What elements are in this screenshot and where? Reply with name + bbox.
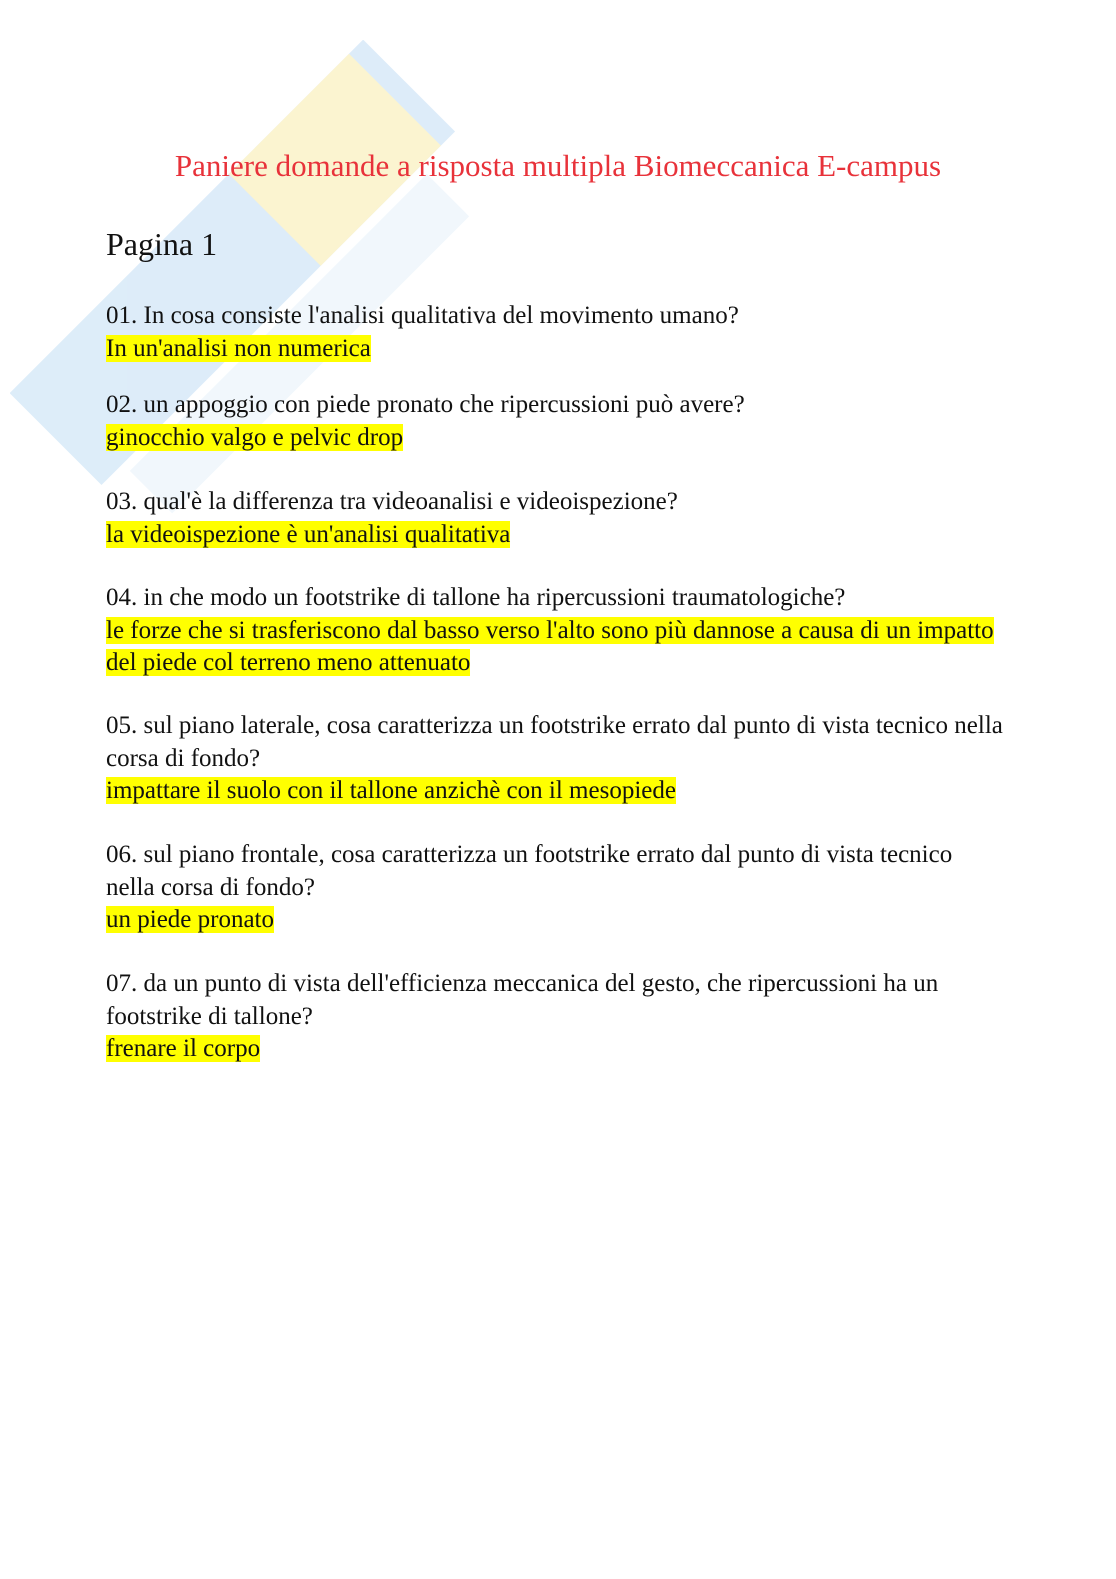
question-item	[106, 968, 1006, 1066]
question-item	[106, 839, 1006, 937]
question-text: 06. sul piano frontale, cosa caratterizza un footstrike errato dal punto di vista tecnico nella corsa di fondo?	[106, 841, 953, 901]
question-item	[106, 389, 1006, 454]
question-text: 07. da un punto di vista dell'efficienza meccanica del gesto, che ripercussioni ha un footstrike di tallone?	[106, 970, 939, 1030]
question-item	[106, 710, 1006, 808]
page-label: Pagina 1	[106, 226, 218, 262]
question-item	[106, 486, 1006, 551]
question-text: 02. un appoggio con piede pronato che ripercussioni può avere?	[106, 391, 745, 418]
document-title: Paniere domande a risposta multipla Biomeccanica E-campus	[174, 148, 942, 183]
question-text: 05. sul piano laterale, cosa caratterizza un footstrike errato dal punto di vista tecnico nella corsa di fondo?	[106, 712, 1003, 772]
highlighted-answer: un piede pronato	[106, 906, 275, 933]
question-item	[106, 300, 1006, 365]
highlighted-answer: ginocchio valgo e pelvic drop	[106, 423, 404, 451]
question-item	[106, 582, 1006, 680]
question-text: 01. In cosa consiste l'analisi qualitativa del movimento umano?	[106, 302, 739, 329]
highlighted-answer: impattare il suolo con il tallone anzichè con il mesopiede	[106, 777, 676, 804]
highlighted-answer: le forze che si trasferiscono dal basso verso l'alto sono più dannose a causa di un impatto del piede col terreno meno attenuato	[106, 616, 994, 676]
highlighted-answer: la videoispezione è un'analisi qualitativa	[106, 520, 511, 548]
question-text: 03. qual'è la differenza tra videoanalisi e videoispezione?	[106, 488, 678, 515]
question-text: 04. in che modo un footstrike di tallone ha ripercussioni traumatologiche?	[106, 584, 846, 611]
highlighted-answer: In un'analisi non numerica	[106, 334, 371, 362]
highlighted-answer: frenare il corpo	[106, 1035, 261, 1062]
